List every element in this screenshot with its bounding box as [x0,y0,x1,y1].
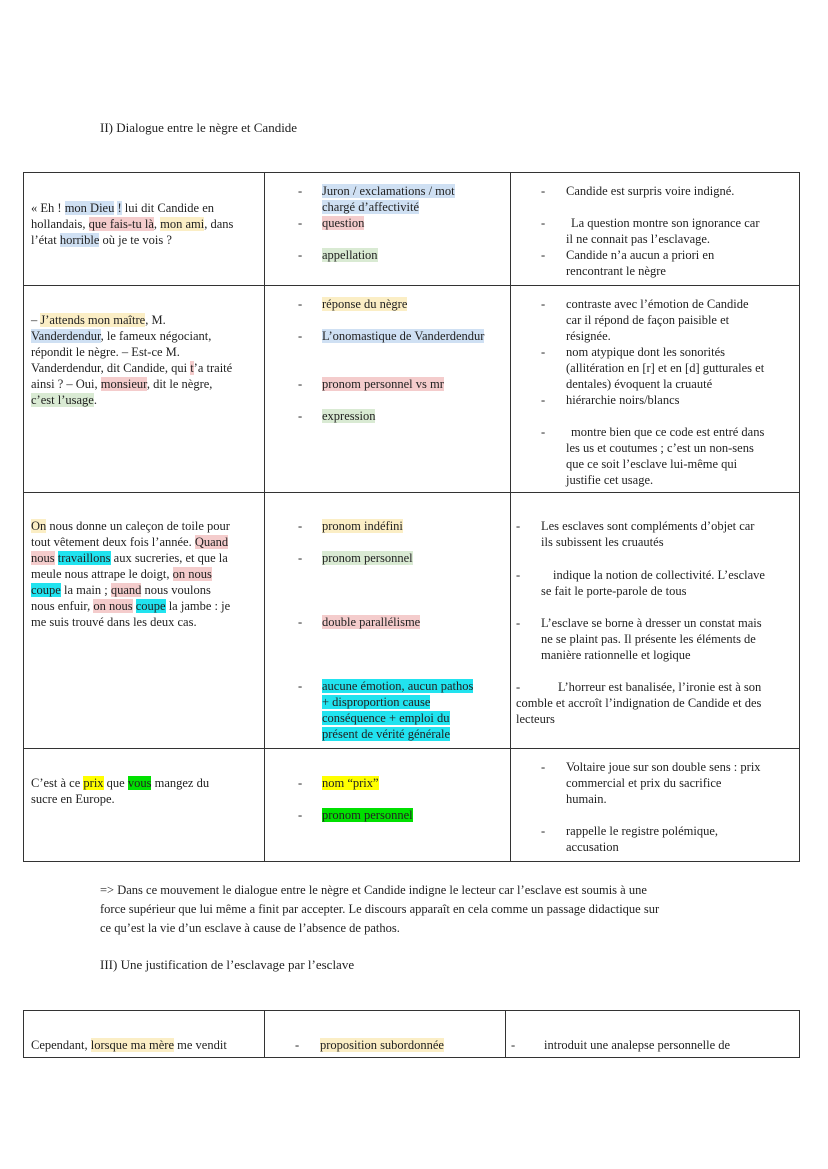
quote-line [31,216,233,232]
analysis-line: manière rationnelle et logique [541,648,691,662]
device-highlight: question [322,216,365,230]
quote-highlight: J’attends mon maître [40,313,146,327]
quote-text: , [153,217,161,231]
analysis-line: rencontrant le nègre [566,264,666,278]
bullet-dash: - [541,760,546,774]
bullet-dash: - [516,616,521,630]
device-highlight: aucune émotion, aucun pathos [322,679,474,693]
quote-text: , dit le nègre, [146,377,213,391]
bullet-dash: - [541,824,546,838]
analysis-line: les us et coutumes ; c’est un non-sens [566,441,754,455]
device-item [322,694,430,710]
device-highlight: pronom indéfini [322,519,403,533]
quote-text: , le fameux négociant, [100,329,212,343]
bullet-dash: - [516,568,521,582]
quote-highlight: coupe [135,599,166,613]
device-highlight: Juron / exclamations / mot [322,184,455,198]
device-highlight: proposition subordonnée [320,1038,444,1052]
device-item [322,807,413,823]
table-row [24,286,800,493]
analysis-line: se fait le porte-parole de tous [541,584,687,598]
analysis-line: humain. [566,792,607,806]
quote-text: Cependant, [31,1038,91,1052]
quote-highlight: Vanderdendur [31,329,101,343]
bullet-dash: - [298,519,303,533]
bullet-dash: - [298,216,303,230]
quote-line [31,598,230,614]
quote-text: . [93,393,97,407]
device-item [322,296,407,312]
quote-text: répondit le nègre. – Est-ce M. [31,345,180,359]
bullet-dash: - [541,393,546,407]
analysis-line: La question montre son ignorance car [571,216,760,230]
section-3-title: III) Une justification de l’esclavage par l’esclave [100,957,355,972]
device-item [322,550,413,566]
quote-line [31,328,211,344]
quote-text: tout vêtement deux fois l’année. [31,535,195,549]
quote-text: « Eh ! [31,201,65,215]
device-highlight: chargé d’affectivité [322,200,420,214]
quote-text: ’a traité [193,361,233,375]
analysis-line: résignée. [566,329,611,343]
device-highlight: expression [322,409,376,423]
quote-text: – [31,313,41,327]
quote-highlight: on nous [172,567,212,581]
bullet-dash: - [511,1038,516,1052]
bullet-dash: - [541,248,546,262]
device-highlight: présent de vérité générale [322,727,451,741]
table-row [24,749,800,862]
quote-text: Vanderdendur, dit Candide, qui [31,361,191,375]
analysis-line: montre bien que ce code est entré dans [571,425,765,439]
device-item [322,199,419,215]
analysis-table-2 [23,1010,800,1058]
device-highlight: double parallélisme [322,615,421,629]
quote-text: sucre en Europe. [31,792,115,806]
quote-highlight: on nous [93,599,133,613]
bullet-dash: - [541,297,546,311]
analysis-line: ne se plaint pas. Il présente les éléments de [541,632,756,646]
bullet-dash: - [298,377,303,391]
device-item [322,247,378,263]
device-item [322,376,444,392]
analysis-line: indique la notion de collectivité. L’esclave [553,568,765,582]
analysis-line: car il répond de façon paisible et [566,313,730,327]
quote-line [31,775,209,791]
device-highlight: pronom personnel [322,551,413,565]
analysis-line: nom atypique dont les sonorités [566,345,726,359]
quote-highlight: On [31,519,47,533]
quote-highlight: mon Dieu [64,201,115,215]
quote-highlight: Quand [194,535,229,549]
quote-text: mangez du [151,776,210,790]
quote-line [31,518,230,534]
device-item [322,678,473,694]
analysis-line: Candide est surpris voire indigné. [566,184,735,198]
bullet-dash: - [295,1038,300,1052]
quote-line [31,392,97,408]
quote-highlight: c’est l’usage [31,393,94,407]
analysis-line: dentales) évoquent la cruauté [566,377,713,391]
quote-text: nous donne un caleçon de toile pour [46,519,230,533]
conclusion-line: ce qu’est la vie d’un esclave à cause de l’absence de pathos. [100,921,400,935]
quote-highlight: monsieur [100,377,147,391]
quote-line [31,312,166,328]
quote-highlight: que fais-tu là [88,217,154,231]
quote-line [31,582,211,598]
quote-line [31,344,180,360]
bullet-dash: - [298,248,303,262]
quote-highlight: travaillons [57,551,111,565]
quote-line [31,376,212,392]
quote-text: meule nous attrape le doigt, [31,567,173,581]
bullet-dash: - [298,551,303,565]
device-highlight: pronom personnel vs mr [322,377,444,391]
device-highlight: appellation [322,248,378,262]
quote-text: aux sucreries, et que la [110,551,228,565]
quote-line [31,791,115,807]
quote-text: , M. [145,313,166,327]
bullet-dash: - [516,680,521,694]
quote-highlight: prix [83,776,104,790]
table-row [24,1011,800,1058]
quote-highlight: ! [117,201,122,215]
analysis-line: commercial et prix du sacrifice [566,776,722,790]
device-item [320,1037,444,1053]
device-highlight: L’onomastique de Vanderdendur [322,329,485,343]
analysis-line: comble et accroît l’indignation de Candide et des [516,696,762,710]
table-row [24,493,800,749]
bullet-dash: - [516,519,521,533]
analysis-line: ils subissent les cruautés [541,535,664,549]
device-item [322,183,455,199]
device-item [322,726,450,742]
bullet-dash: - [298,409,303,423]
quote-text: nous enfuir, [31,599,94,613]
quote-line [31,200,214,216]
bullet-dash: - [298,184,303,198]
conclusion-line: => Dans ce mouvement le dialogue entre le nègre et Candide indigne le lecteur car l’esclave est soumis à une [100,883,647,897]
analysis-line: que ce soit l’esclave lui-même qui [566,457,738,471]
quote-line [31,360,232,376]
analysis-line: L’horreur est banalisée, l’ironie est à son [558,680,762,694]
quote-highlight: lorsque ma mère [90,1038,175,1052]
table-row [24,173,800,286]
analysis-line: il ne connait pas l’esclavage. [566,232,711,246]
quote-line [31,550,228,566]
device-item [322,408,375,424]
quote-line [31,534,228,550]
quote-highlight: vous [127,776,152,790]
analysis-line: introduit une analepse personnelle de [544,1038,731,1052]
analysis-line: rappelle le registre polémique, [566,824,719,838]
conclusion-paragraph [100,881,740,938]
device-highlight: conséquence + emploi du [322,711,450,725]
quote-text: hollandais, [31,217,89,231]
quote-text: ainsi ? – Oui, [31,377,101,391]
quote-text: la main ; [60,583,111,597]
device-item [322,215,364,231]
analysis-line: L’esclave se borne à dresser un constat mais [541,616,762,630]
quote-highlight: coupe [31,583,61,597]
device-item [322,518,403,534]
quote-text: lui dit Candide en [121,201,214,215]
quote-text: me suis trouvé dans les deux cas. [31,615,197,629]
analysis-table [23,172,800,862]
quote-text: que [103,776,128,790]
quote-line [31,232,172,248]
bullet-dash: - [298,776,303,790]
quote-line [31,566,212,582]
quote-text: me vendit [174,1038,227,1052]
quote-highlight: nous [31,551,55,565]
device-item [322,328,484,344]
bullet-dash: - [541,345,546,359]
quote-highlight: horrible [59,233,100,247]
quote-text: , dans [204,217,234,231]
analysis-line: Les esclaves sont compléments d’objet car [541,519,755,533]
analysis-line: Voltaire joue sur son double sens : prix [566,760,761,774]
quote-highlight: mon ami [160,217,205,231]
device-highlight: réponse du nègre [322,297,408,311]
device-highlight: nom “prix” [322,776,379,790]
quote-line [31,614,197,630]
device-highlight: pronom personnel [322,808,413,822]
analysis-line: Candide n’a aucun a priori en [566,248,715,262]
quote-highlight: t [190,361,194,375]
analysis-line: hiérarchie noirs/blancs [566,393,680,407]
quote-text: l’état [31,233,60,247]
analysis-line: lecteurs [516,712,555,726]
quote-text: où je te vois ? [99,233,172,247]
device-item [322,710,450,726]
bullet-dash: - [541,216,546,230]
bullet-dash: - [541,184,546,198]
analysis-line: (allitération en [r] et en [d] gutturales et [566,361,765,375]
quote-highlight: quand [110,583,142,597]
analysis-line: contraste avec l’émotion de Candide [566,297,749,311]
quote-text: nous voulons [141,583,211,597]
bullet-dash: - [298,297,303,311]
bullet-dash: - [541,425,546,439]
bullet-dash: - [298,329,303,343]
bullet-dash: - [298,679,303,693]
quote-line [31,1037,227,1053]
analysis-line: accusation [566,840,619,854]
conclusion-line: force supérieur que lui même a finit par accepter. Le discours apparaît en cela comme un passage didactique sur [100,902,660,916]
device-item [322,614,420,630]
quote-text: C’est à ce [31,776,84,790]
section-2-title: II) Dialogue entre le nègre et Candide [100,120,298,135]
device-item [322,775,379,791]
bullet-dash: - [298,808,303,822]
quote-text: la jambe : je [165,599,231,613]
analysis-line: justifie cet usage. [566,473,654,487]
bullet-dash: - [298,615,303,629]
device-highlight: + disproportion cause [322,695,431,709]
